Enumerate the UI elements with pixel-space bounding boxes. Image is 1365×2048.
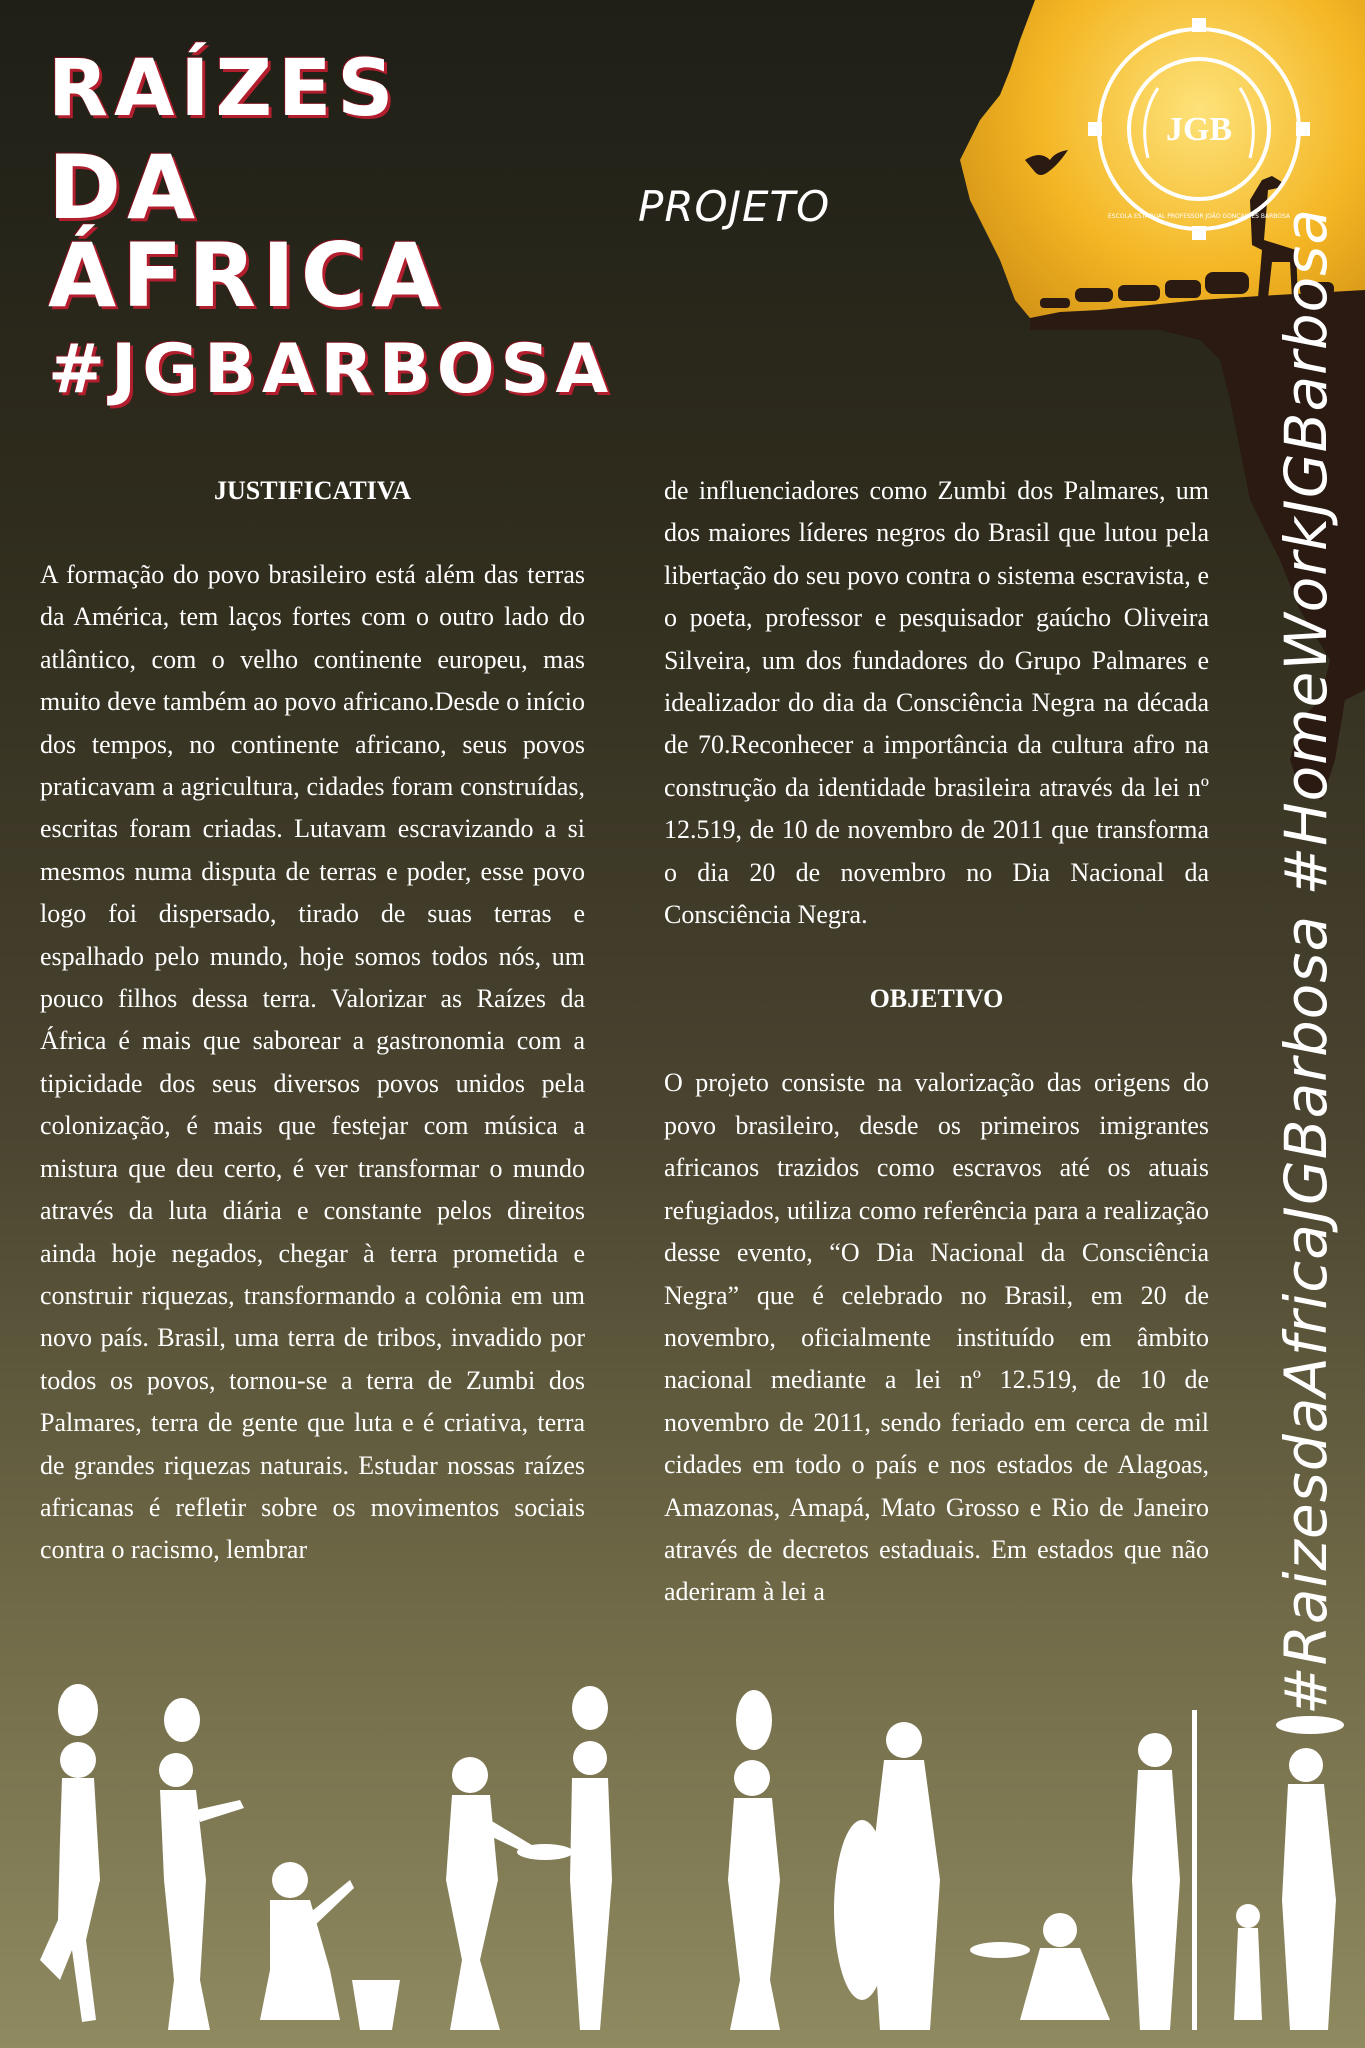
seal-ring-text: ESCOLA ESTADUAL PROFESSOR JOÃO GONÇALVES BARBOSA (1107, 213, 1291, 220)
figure-woman-4 (570, 1686, 612, 2030)
figure-woman-bowl (970, 1913, 1110, 2020)
title-line-1: RAÍZES (48, 44, 400, 134)
african-women-figures-icon (0, 1680, 1365, 2048)
vertical-hashtag: #RaizesdaAfricaJGBarbosa #HomeWorkJGBarbosa (1272, 208, 1340, 1715)
figure-woman-1 (40, 1684, 100, 2022)
objetivo-heading: OBJETIVO (869, 984, 1004, 1014)
drum-icon (352, 1980, 400, 2030)
right-column (664, 470, 1209, 1614)
title-line-3: #JGBARBOSA (48, 330, 615, 409)
subtitle-projeto: PROJETO (638, 182, 831, 231)
figure-man-spear (1132, 1710, 1197, 2030)
justificativa-body: A formação do povo brasileiro está além das terras da América, tem laços fortes com o outro lado do atlântico, com o velho continente europeu, mas muito deve também ao povo africano.Desde o início dos tempos, no continente africano, seus povos praticavam a agricultura, cidades foram construídas, escritas foram criadas. Lutavam escravizando a si mesmos numa disputa de terras e poder, esse povo logo foi dispersado, tirado de suas terras e espalhado pelo mundo, hoje somos todos nós, um pouco filhos dessa terra. Valorizar as Raízes da África é mais que saborear a gastronomia com a tipicidade dos seus diversos povos unidos pela colonização, é mais que festejar com música a mistura que deu certo, é ver transformar o mundo através da luta diária e constante pelos direitos ainda hoje negados, chegar à terra prometida e construir riquezas, transformando a colônia em um novo país. Brasil, uma terra de tribos, invadido por todos os povos, tornou-se a terra de Zumbi dos Palmares, terra de gente que luta e é criativa, terra de grandes riquezas naturais. Estudar nossas raízes africanas é refletir sobre os movimentos sociais contra o racismo, lembrar (40, 560, 585, 1565)
figure-warrior-shield (834, 1722, 940, 2030)
justificativa-section (40, 470, 585, 1572)
justificativa-heading: JUSTIFICATIVA (214, 476, 411, 505)
objetivo-body: O projeto consiste na valorização das origens do povo brasileiro, desde os primeiros imigrantes africanos trazidos como escravos até os atuais refugiados, utiliza como referência para a realização desse evento, “O Dia Nacional da Consciência Negra” que é celebrado no Brasil, em 20 de novembro, oficialmente instituído em âmbito nacional mediante a lei nº 12.519, de 10 de novembro de 2011, sendo feriado em cerca de mil cidades em todo o país e nos estados de Alagoas, Amazonas, Amapá, Mato Grosso e Rio de Janeiro através de decretos estaduais. Em estados que não aderiram à lei a (664, 1068, 1209, 1607)
figure-woman-2 (159, 1698, 244, 2030)
figure-woman-5 (728, 1690, 780, 2030)
justificativa-continuation: de influenciadores como Zumbi dos Palmares, um dos maiores líderes negros do Brasil que lutou pela libertação do seu povo contra o sistema escravista, e o poeta, professor e pesquisador gaúcho Oliveira Silveira, um dos fundadores do Grupo Palmares e idealizador do dia da Consciência Negra na década de 70.Reconhecer a importância da cultura afro na construção da identidade brasileira através da lei nº 12.519, de 10 de novembro de 2011 que transforma o dia 20 de novembro no Dia Nacional da Consciência Negra. (664, 476, 1209, 930)
school-seal-icon (1088, 18, 1310, 240)
poster-title (48, 44, 615, 420)
figure-woman-child (1234, 1716, 1344, 2030)
figure-woman-3 (446, 1757, 573, 2030)
figure-woman-kneeling (260, 1862, 354, 2020)
seal-monogram: JGB (1165, 111, 1233, 148)
title-line-2: DA ÁFRICA (48, 136, 446, 327)
